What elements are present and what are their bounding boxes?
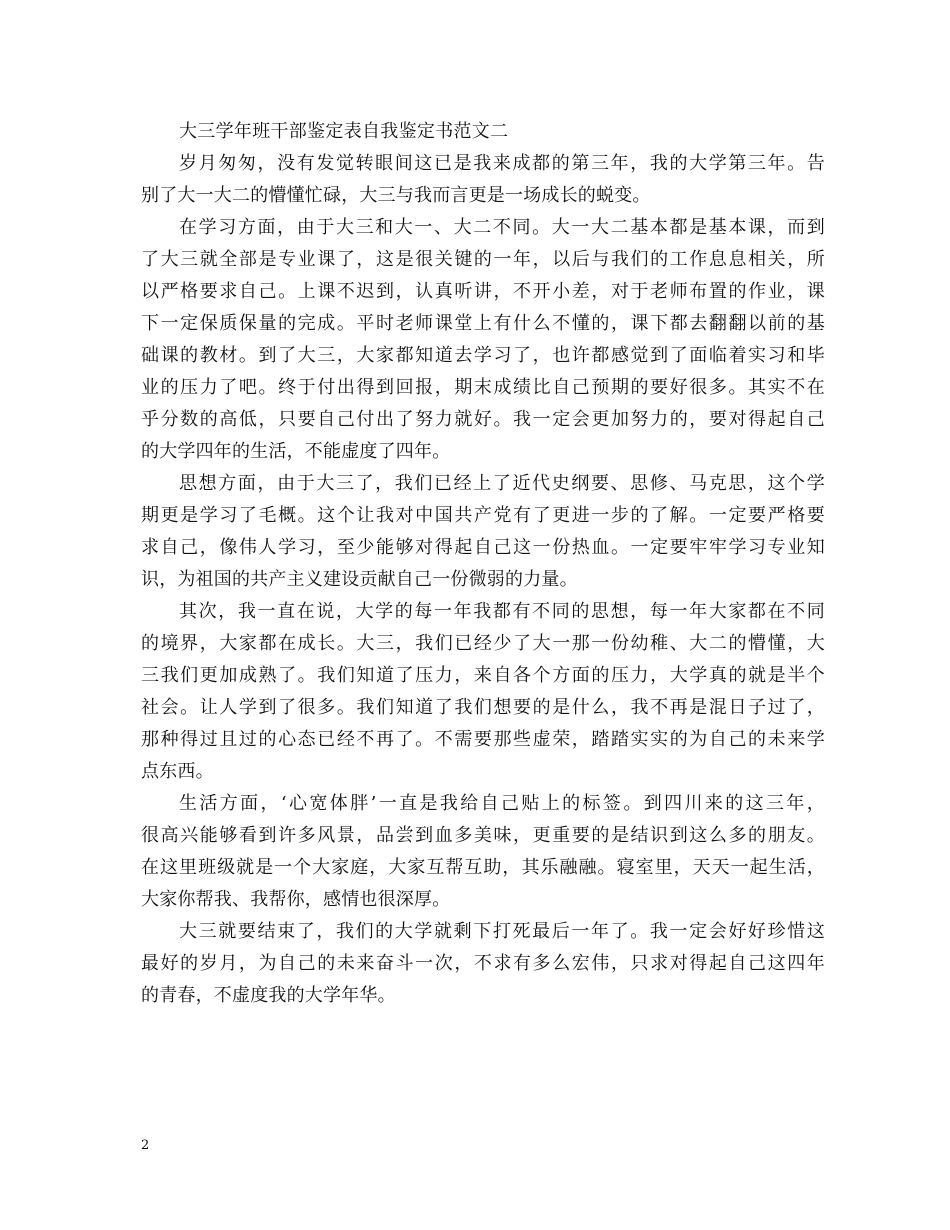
- text-line: 那种得过且过的心态已经不再了。不需要那些虚荣，踏踏实实的为自己的未来学: [141, 729, 825, 750]
- page-number: 2: [141, 1138, 150, 1153]
- text-line: 下一定保质保量的完成。平时老师课堂上有什么不懂的，课下都去翻翻以前的基: [141, 313, 825, 334]
- paragraph-5: [141, 788, 825, 916]
- text-line: 识，为祖国的共产主义建设贡献自己一份微弱的力量。: [141, 569, 578, 590]
- document-body: [141, 116, 825, 1012]
- text-line: 础课的教材。到了大三，大家都知道去学习了，也许都感觉到了面临着实习和毕: [141, 345, 825, 366]
- text-line: 社会。让人学到了很多。我们知道了我们想要的是什么，我不再是混日子过了，: [141, 697, 825, 718]
- text-line: 别了大一大二的懵懂忙碌，大三与我而言更是一场成长的蜕变。: [141, 185, 651, 206]
- text-line: 其次，我一直在说，大学的每一年我都有不同的思想，每一年大家都在不同: [179, 601, 825, 622]
- paragraph-2: [141, 212, 825, 468]
- text-line: 点东西。: [141, 761, 214, 782]
- document-title: 大三学年班干部鉴定表自我鉴定书范文二: [179, 121, 509, 142]
- text-line: 乎分数的高低，只要自己付出了努力就好。我一定会更加努力的，要对得起自己: [141, 409, 825, 430]
- text-line: 的大学四年的生活，不能虚度了四年。: [141, 441, 451, 462]
- text-line: 求自己，像伟人学习，至少能够对得起自己这一份热血。一定要牢牢学习专业知: [141, 537, 825, 558]
- text-line: 思想方面，由于大三了，我们已经上了近代史纲要、思修、马克思，这个学: [179, 473, 825, 494]
- paragraph-1: [141, 148, 825, 212]
- text-line: 岁月匆匆，没有发觉转眼间这已是我来成都的第三年，我的大学第三年。告: [179, 153, 825, 174]
- paragraph-3: [141, 468, 825, 596]
- text-line: 的青春，不虚度我的大学年华。: [141, 985, 396, 1006]
- text-line: 在学习方面，由于大三和大一、大二不同。大一大二基本都是基本课，而到: [179, 217, 825, 238]
- text-line: 的境界，大家都在成长。大三，我们已经少了大一那一份幼稚、大二的懵懂，大: [141, 633, 825, 654]
- text-line: 业的压力了吧。终于付出得到回报，期末成绩比自己预期的要好很多。其实不在: [141, 377, 825, 398]
- text-line: 三我们更加成熟了。我们知道了压力，来自各个方面的压力，大学真的就是半个: [141, 665, 825, 686]
- text-line: 大家你帮我、我帮你，感情也很深厚。: [141, 889, 451, 910]
- text-line: 在这里班级就是一个大家庭，大家互帮互助，其乐融融。寝室里，天天一起生活，: [141, 857, 825, 878]
- text-line: 最好的岁月，为自己的未来奋斗一次，不求有多么宏伟，只求对得起自己这四年: [141, 953, 825, 974]
- text-line: 很高兴能够看到许多风景，品尝到血多美味，更重要的是结识到这么多的朋友。: [141, 825, 825, 846]
- text-line: 期更是学习了毛概。这个让我对中国共产党有了更进一步的了解。一定要严格要: [141, 505, 825, 526]
- paragraph-4: [141, 596, 825, 788]
- text-line: 大三就要结束了，我们的大学就剩下打死最后一年了。我一定会好好珍惜这: [179, 921, 825, 942]
- text-line: 了大三就全部是专业课了，这是很关键的一年，以后与我们的工作息息相关，所: [141, 249, 825, 270]
- text-line: 以严格要求自己。上课不迟到，认真听讲，不开小差，对于老师布置的作业，课: [141, 281, 825, 302]
- paragraph-6: [141, 916, 825, 1012]
- text-line: 生活方面，‘心宽体胖’一直是我给自己贴上的标签。到四川来的这三年，: [179, 793, 825, 814]
